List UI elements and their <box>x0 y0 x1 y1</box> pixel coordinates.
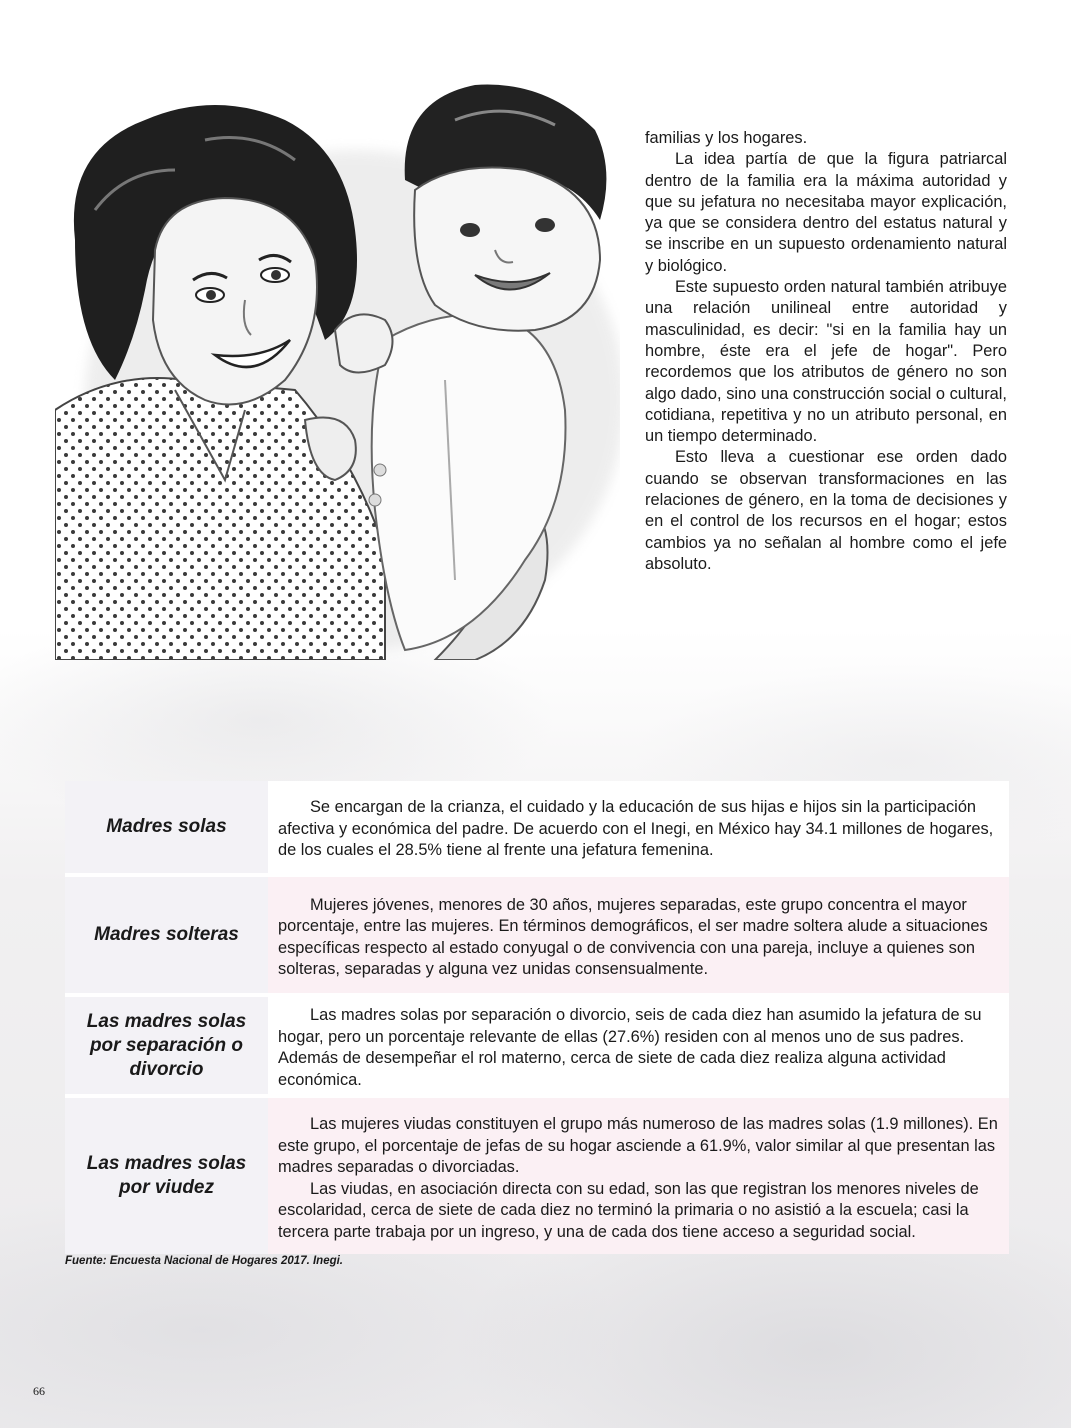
table-row <box>65 781 1009 875</box>
row-text: Las madres solas por separación o divorcio, seis de cada diez han asumido la jefatura de su hogar, pero un porcentaje relevante de ellas (27.6%) residen con al menos uno de sus padres. Además de desempeñar el rol materno, cerca de siete de cada diez realiza alguna actividad económica. <box>278 1006 982 1089</box>
row-description <box>268 1096 1009 1254</box>
row-description <box>268 875 1009 995</box>
body-paragraph: familias y los hogares. <box>645 129 808 147</box>
row-description <box>268 781 1009 875</box>
table-row <box>65 875 1009 995</box>
row-text: Mujeres jóvenes, menores de 30 años, mujeres separadas, este grupo concentra el mayor porcentaje, entre las mujeres. En términos demográficos, el ser madre soltera alude a situaciones específicas respecto al estado conyugal o de convivencia con una pareja, incluye a quienes son solteras, separadas y alguna vez unidas consensualmente. <box>278 895 988 978</box>
single-mothers-table <box>65 781 1009 1254</box>
illustration-graphic <box>55 80 620 660</box>
table-row <box>65 995 1009 1096</box>
table-row <box>65 1096 1009 1254</box>
source-note: Fuente: Encuesta Nacional de Hogares 2017. Inegi. <box>65 1255 344 1267</box>
row-text: Las viudas, en asociación directa con su edad, son las que registran los menores niveles de escolaridad, cerca de siete de cada diez no terminó la primaria o no asistió a la escuela; casi la tercera parte trabaja por un ingreso, y una de cada dos tiene acceso a seguridad social. <box>278 1179 979 1241</box>
row-description <box>268 995 1009 1096</box>
row-label: Las madres solas por viudez <box>65 1096 268 1254</box>
body-paragraph: Esto lleva a cuestionar ese orden dado cuando se observan transformaciones en las relaciones de género, en la toma de decisiones y en el control de los recursos en el hogar; estos cambios ya no señalan al hombre como el jefe absoluto. <box>645 448 1007 573</box>
row-label: Las madres solas por separación o divorcio <box>65 995 268 1096</box>
row-label: Madres solteras <box>65 875 268 995</box>
body-paragraph: Este supuesto orden natural también atribuye una relación unilineal entre autoridad y masculinidad, es decir: "si en la familia hay un hombre, éste era el jefe de hogar". Pero recordemos que los atributos de género no son algo dado, sino una construcción social o cultural, cotidiana, repetitiva y no un atributo personal, en un tiempo determinado. <box>645 278 1007 446</box>
page-number: 66 <box>33 1384 45 1398</box>
row-label: Madres solas <box>65 781 268 875</box>
body-text-column <box>645 128 1007 575</box>
row-text: Las mujeres viudas constituyen el grupo más numeroso de las madres solas (1.9 millones). En este grupo, el porcentaje de jefas de su hogar asciende a 61.9%, valor similar al que presentan las madres separadas o divorciadas. <box>278 1115 998 1176</box>
row-text: Se encargan de la crianza, el cuidado y la educación de sus hijas e hijos sin la participación afectiva y económica del padre. De acuerdo con el Inegi, en México hay 34.1 millones de hogares, de los cuales el 28.5% tiene al frente una jefatura femenina. <box>278 798 994 860</box>
body-paragraph: La idea partía de que la figura patriarcal dentro de la familia era la máxima autoridad y que su jefatura no necesitaba mayor explicación, ya que se considera dentro del estatus natural y se inscribe en un supuesto ordenamiento natural y biológico. <box>645 150 1007 275</box>
mother-and-baby-illustration <box>55 80 620 660</box>
